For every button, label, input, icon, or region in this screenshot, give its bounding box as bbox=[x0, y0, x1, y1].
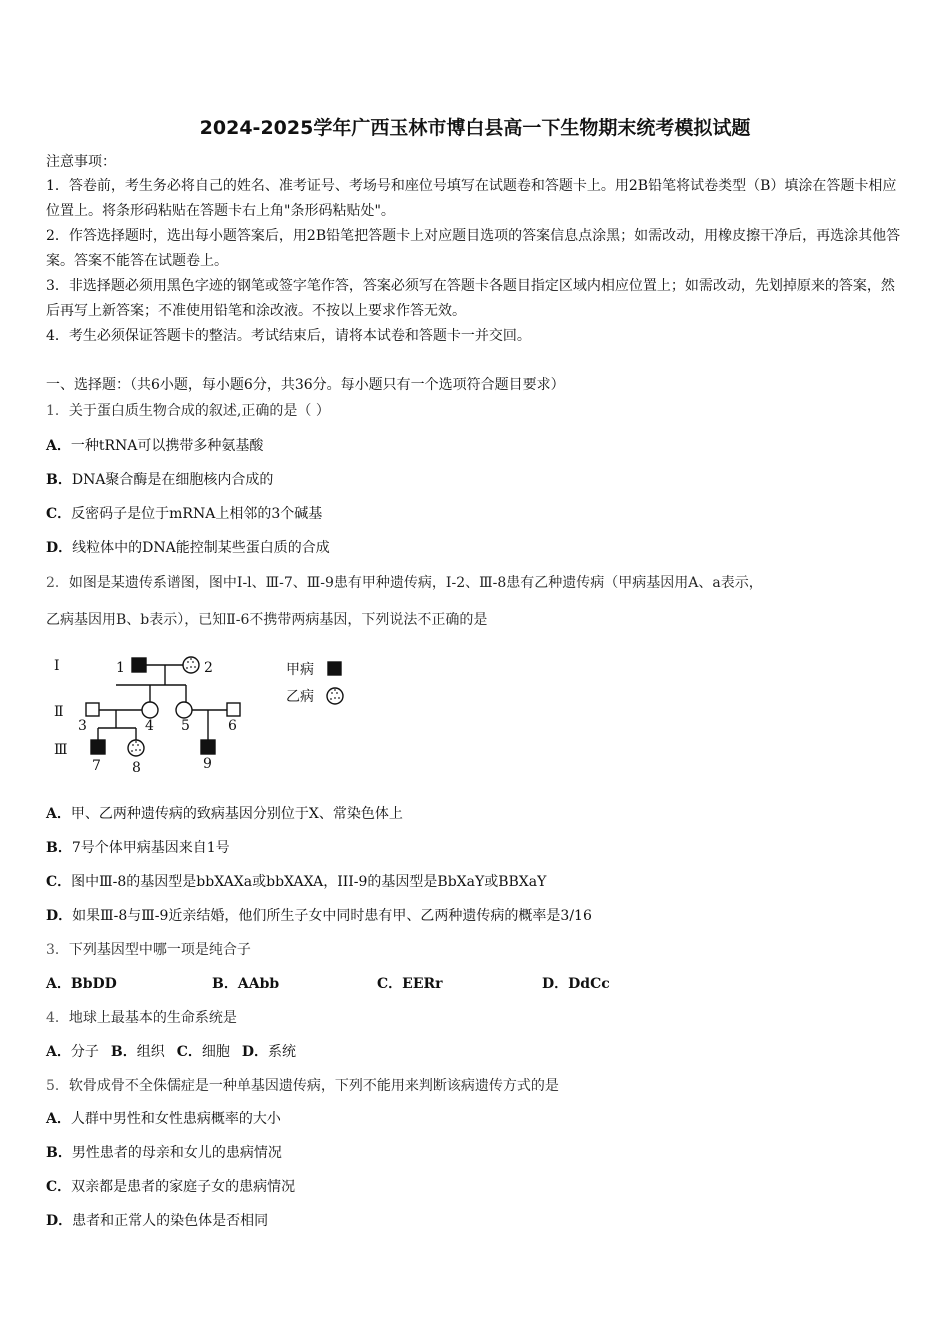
question-2-continued bbox=[46, 609, 487, 629]
option-label: B． bbox=[46, 840, 72, 856]
question-stem-continued: 乙病基因用B、b表示），已知Ⅱ-6不携带两病基因，下列说法不正确的是 bbox=[46, 612, 488, 628]
individual-6-male bbox=[227, 703, 240, 716]
option-label: C． bbox=[377, 976, 403, 992]
option-label: C． bbox=[46, 1179, 72, 1195]
option-label: C． bbox=[176, 1044, 202, 1060]
note-item: 1．答卷前，考生务必将自己的姓名、准考证号、考场号和座位号填写在试题卷和答题卡上。用2B铅笔将试卷类型（B）填涂在答题卡相应位置上。将条形码粘贴在答题卡右上角"条形码粘贴处"。 bbox=[46, 178, 897, 219]
option-c bbox=[177, 1041, 230, 1061]
question-5 bbox=[46, 1075, 559, 1095]
option-label: B． bbox=[110, 1044, 137, 1060]
individual-9-affected-male bbox=[201, 740, 215, 754]
individual-number: 1 bbox=[116, 660, 125, 676]
option-a bbox=[46, 1108, 281, 1128]
legend-label: 乙病 bbox=[286, 689, 314, 705]
option-a bbox=[46, 1041, 99, 1061]
option-text: AAbb bbox=[237, 976, 280, 992]
option-label: A． bbox=[46, 1044, 71, 1060]
pedigree-diagram bbox=[46, 650, 366, 780]
individual-number: 2 bbox=[204, 660, 213, 676]
option-text: 系统 bbox=[268, 1044, 297, 1060]
individual-number: 3 bbox=[78, 718, 87, 734]
individual-4-female bbox=[142, 702, 158, 718]
individual-3-male bbox=[86, 703, 99, 716]
option-c bbox=[46, 871, 546, 891]
generation-label: Ⅲ bbox=[54, 742, 68, 758]
option-label: A． bbox=[46, 438, 71, 454]
individual-1-affected-male bbox=[132, 658, 146, 672]
option-label: D． bbox=[46, 908, 73, 924]
legend-label: 甲病 bbox=[286, 662, 314, 678]
option-c bbox=[377, 973, 542, 993]
question-stem: 如图是某遗传系谱图，图中Ⅰ-l、Ⅲ-7、Ⅲ-9患有甲种遗传病，Ⅰ-2、Ⅲ-8患有乙种遗传病（甲病基因用A、a表示， bbox=[68, 575, 763, 591]
option-d bbox=[542, 973, 610, 993]
option-b bbox=[46, 469, 273, 489]
option-text: 细胞 bbox=[201, 1044, 230, 1060]
option-label: D． bbox=[46, 1213, 73, 1229]
individual-number: 5 bbox=[181, 718, 190, 734]
section-title: 一、选择题：（共6小题，每小题6分，共36分。每小题只有一个选项符合题目要求） bbox=[46, 377, 565, 393]
individual-7-affected-male bbox=[91, 740, 105, 754]
individual-number: 9 bbox=[203, 756, 212, 772]
option-text: 人群中男性和女性患病概率的大小 bbox=[70, 1111, 281, 1127]
option-text: 男性患者的母亲和女儿的患病情况 bbox=[71, 1145, 282, 1161]
individual-number: 8 bbox=[132, 760, 141, 776]
option-b bbox=[212, 973, 377, 993]
option-text: 7号个体甲病基因来自1号 bbox=[71, 840, 230, 856]
question-stem: 软骨成骨不全侏儒症是一种单基因遗传病，下列不能用来判断该病遗传方式的是 bbox=[68, 1078, 559, 1094]
option-b bbox=[46, 1142, 282, 1162]
question-number: 4． bbox=[46, 1010, 69, 1026]
option-text: DdCc bbox=[568, 976, 610, 992]
question-stem: 关于蛋白质生物合成的叙述,正确的是（ ） bbox=[68, 403, 330, 419]
question-2 bbox=[46, 572, 763, 592]
option-a bbox=[46, 973, 212, 993]
question-3 bbox=[46, 939, 251, 959]
option-text: 如果Ⅲ-8与Ⅲ-9近亲结婚，他们所生子女中同时患有甲、乙两种遗传病的概率是3/16 bbox=[72, 908, 592, 924]
question-stem: 下列基因型中哪一项是纯合子 bbox=[68, 942, 251, 958]
option-text: 患者和正常人的染色体是否相同 bbox=[72, 1213, 269, 1229]
option-label: B． bbox=[46, 472, 72, 488]
option-text: DNA聚合酶是在细胞核内合成的 bbox=[71, 472, 274, 488]
option-label: A． bbox=[46, 976, 71, 992]
option-c bbox=[46, 503, 322, 523]
option-label: A． bbox=[46, 806, 71, 822]
option-text: 组织 bbox=[136, 1044, 165, 1060]
question-1 bbox=[46, 400, 330, 420]
note-item: 2．作答选择题时，选出每小题答案后，用2B铅笔把答题卡上对应题目选项的答案信息点涂黑；如需改动，用橡皮擦干净后，再选涂其他答案。答案不能答在试题卷上。 bbox=[46, 228, 901, 269]
generation-label: Ⅱ bbox=[54, 704, 64, 720]
option-text: 分子 bbox=[70, 1044, 99, 1060]
option-label: C． bbox=[46, 506, 72, 522]
individual-number: 7 bbox=[92, 758, 101, 774]
option-a bbox=[46, 435, 263, 455]
option-b bbox=[46, 837, 230, 857]
question-number: 2． bbox=[46, 575, 69, 591]
option-text: EERr bbox=[402, 976, 443, 992]
option-b bbox=[111, 1041, 165, 1061]
question-number: 5． bbox=[46, 1078, 69, 1094]
note-item: 3．非选择题必须用黑色字迹的钢笔或签字笔作答，答案必须写在答题卡各题目指定区域内相应位置上；如需改动，先划掉原来的答案，然后再写上新答案；不准使用铅笔和涂改液。不按以上要求作答无效。 bbox=[46, 278, 895, 319]
legend-solid-square bbox=[328, 662, 341, 675]
note-item: 4．考生必须保证答题卡的整洁。考试结束后，请将本试卷和答题卡一并交回。 bbox=[46, 328, 531, 344]
option-label: D． bbox=[542, 976, 569, 992]
option-d bbox=[46, 905, 592, 925]
option-d bbox=[46, 537, 330, 557]
option-label: D． bbox=[241, 1044, 269, 1060]
question-3-options bbox=[46, 973, 610, 993]
option-label: B． bbox=[46, 1145, 72, 1161]
page-title: 2024-2025学年广西玉林市博白县高一下生物期末统考模拟试题 bbox=[199, 117, 751, 139]
option-text: 反密码子是位于mRNA上相邻的3个碱基 bbox=[71, 506, 323, 522]
question-number: 1． bbox=[46, 403, 69, 419]
option-d bbox=[242, 1041, 296, 1061]
option-d bbox=[46, 1210, 268, 1230]
option-text: 图中Ⅲ-8的基因型是bbXAXa或bbXAXA，III-9的基因型是BbXaY或BBXaY bbox=[71, 874, 547, 890]
option-text: 双亲都是患者的家庭子女的患病情况 bbox=[71, 1179, 296, 1195]
question-4 bbox=[46, 1007, 237, 1027]
question-number: 3． bbox=[46, 942, 69, 958]
generation-label: Ⅰ bbox=[54, 658, 60, 674]
option-a bbox=[46, 803, 403, 823]
individual-number: 4 bbox=[145, 718, 154, 734]
option-text: BbDD bbox=[70, 976, 117, 992]
option-c bbox=[46, 1176, 295, 1196]
option-label: B． bbox=[212, 976, 238, 992]
option-label: A． bbox=[46, 1111, 71, 1127]
individual-number: 6 bbox=[228, 718, 237, 734]
notes-heading: 注意事项： bbox=[46, 154, 116, 170]
option-label: D． bbox=[46, 540, 73, 556]
option-text: 一种tRNA可以携带多种氨基酸 bbox=[70, 438, 264, 454]
option-label: C． bbox=[46, 874, 72, 890]
question-stem: 地球上最基本的生命系统是 bbox=[68, 1010, 237, 1026]
option-text: 线粒体中的DNA能控制某些蛋白质的合成 bbox=[72, 540, 330, 556]
option-text: 甲、乙两种遗传病的致病基因分别位于X、常染色体上 bbox=[70, 806, 403, 822]
individual-5-female bbox=[176, 702, 192, 718]
question-4-options bbox=[46, 1041, 296, 1061]
